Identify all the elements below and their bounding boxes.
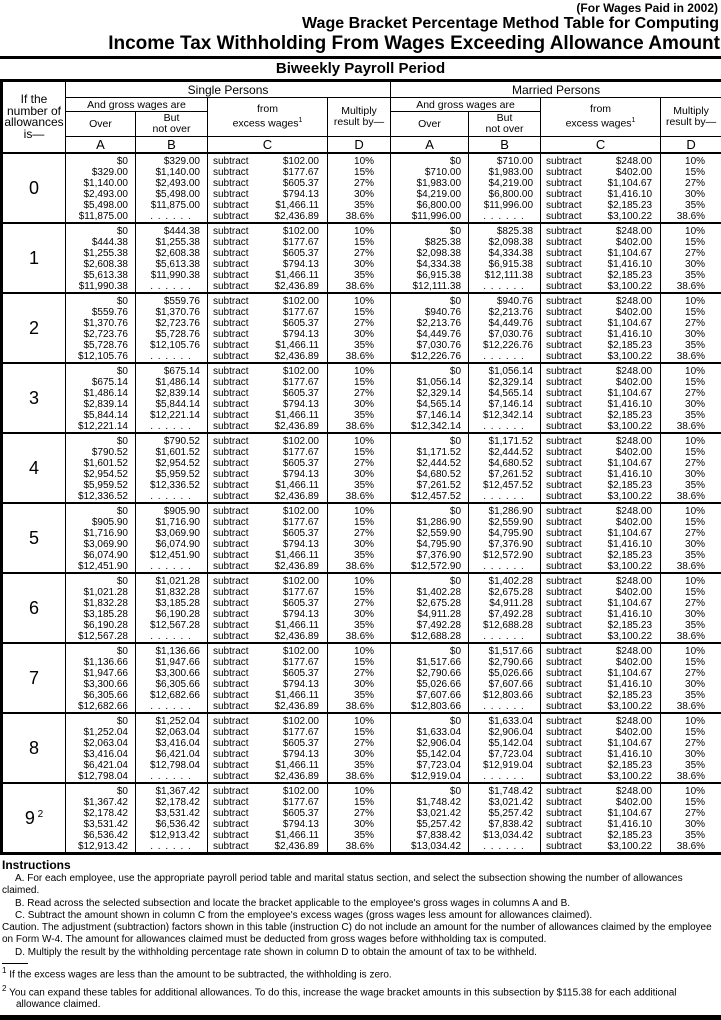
single-multiply-cell: 10% 15% 27% 30% 35% 38.6% bbox=[328, 643, 391, 713]
allowance-number: 2 bbox=[2, 293, 66, 363]
single-subtract-cell: subtract $102.00 subtract $177.67 subtract $605.37 subtract $794.13 subtract $1,466.11 subtract $2,436.89 bbox=[208, 503, 328, 573]
allowance-number: 3 bbox=[2, 363, 66, 433]
allowance-number: 9 $^2$ bbox=[2, 783, 66, 854]
footnote-1-text: If the excess wages are less than the amount to be subtracted, the withholding is zero. bbox=[9, 969, 391, 980]
single-multiply-cell: 10% 15% 27% 30% 35% 38.6% bbox=[328, 293, 391, 363]
single-subtract-cell: subtract $102.00 subtract $177.67 subtract $605.37 subtract $794.13 subtract $1,466.11 subtract $2,436.89 bbox=[208, 713, 328, 783]
single-not-over-cell: $329.00 $1,140.00 $2,493.00 $5,498.00 $11,875.00 . . . . . . bbox=[136, 153, 208, 223]
single-multiply-cell: 10% 15% 27% 30% 35% 38.6% bbox=[328, 223, 391, 293]
married-multiply-cell: 10% 15% 27% 30% 35% 38.6% bbox=[661, 363, 721, 433]
single-multiply-cell: 10% 15% 27% 30% 35% 38.6% bbox=[328, 573, 391, 643]
allowance-row-2 bbox=[2, 293, 721, 363]
instruction-caution: Caution. The adjustment (subtraction) factors shown in this table (instruction C) do not include an amount for the number of allowances claimed by the employee on Form W-4. The amount for allowances claimed must be deducted from gross wages before withholding tax is computed. bbox=[2, 922, 719, 947]
instruction-step-b: B. Read across the selected subsection and locate the bracket applicable to the employee's gross wages in columns A and B. bbox=[2, 898, 719, 910]
footnote-1-marker: 1 bbox=[632, 117, 636, 124]
married-subtract-cell: subtract $248.00 subtract $402.00 subtract $1,104.67 subtract $1,416.10 subtract $2,185.23 subtract $3,100.22 bbox=[541, 153, 661, 223]
married-not-over-cell: $1,286.90 $2,559.90 $4,795.90 $7,376.90 $12,572.90 . . . . . . bbox=[469, 503, 541, 573]
footnote-1-marker: 1 bbox=[2, 966, 6, 975]
instruction-step-a: A. For each employee, use the appropriate payroll period table and marital status section, and select the subsection showing the number of allowances claimed. bbox=[2, 873, 719, 898]
single-not-over-cell: $1,252.04 $2,063.04 $3,416.04 $6,421.04 $12,798.04 . . . . . . bbox=[136, 713, 208, 783]
married-excess-wages-header: from excess wages$^1$ bbox=[541, 98, 661, 137]
married-over-cell: $0 $940.76 $2,213.76 $4,449.76 $7,030.76 $12,226.76 bbox=[391, 293, 469, 363]
single-subtract-cell: subtract $102.00 subtract $177.67 subtract $605.37 subtract $794.13 subtract $1,466.11 subtract $2,436.89 bbox=[208, 293, 328, 363]
table-body bbox=[2, 153, 721, 854]
married-not-over-cell: $825.38 $2,098.38 $4,334.38 $6,915.38 $12,111.38 . . . . . . bbox=[469, 223, 541, 293]
married-subtract-cell: subtract $248.00 subtract $402.00 subtract $1,104.67 subtract $1,416.10 subtract $2,185.23 subtract $3,100.22 bbox=[541, 293, 661, 363]
single-gross-wages-header: And gross wages are bbox=[66, 98, 208, 112]
allowance-number: 0 bbox=[2, 153, 66, 223]
wage-bracket-table bbox=[0, 79, 721, 855]
allowance-row-7 bbox=[2, 643, 721, 713]
allowance-row-8 bbox=[2, 713, 721, 783]
allowance-row-3 bbox=[2, 363, 721, 433]
instruction-step-d: D. Multiply the result by the withholding percentage rate shown in column D to obtain the amount of tax to be withheld. bbox=[2, 947, 719, 959]
footnote-2-marker: 2 bbox=[35, 809, 43, 820]
married-over-cell: $0 $1,056.14 $2,329.14 $4,565.14 $7,146.14 $12,342.14 bbox=[391, 363, 469, 433]
single-not-over-cell: $905.90 $1,716.90 $3,069.90 $6,074.90 $12,451.90 . . . . . . bbox=[136, 503, 208, 573]
single-subtract-cell: subtract $102.00 subtract $177.67 subtract $605.37 subtract $794.13 subtract $1,466.11 subtract $2,436.89 bbox=[208, 573, 328, 643]
allowances-column-header: If the number of allowances is— bbox=[2, 81, 66, 154]
married-over-cell: $0 $1,171.52 $2,444.52 $4,680.52 $7,261.52 $12,457.52 bbox=[391, 433, 469, 503]
single-over-cell: $0 $1,367.42 $2,178.42 $3,531.42 $6,536.42 $12,913.42 bbox=[66, 783, 136, 854]
married-column-letter-a: A bbox=[391, 137, 469, 154]
single-column-letter-a: A bbox=[66, 137, 136, 154]
married-subtract-cell: subtract $248.00 subtract $402.00 subtract $1,104.67 subtract $1,416.10 subtract $2,185.23 subtract $3,100.22 bbox=[541, 573, 661, 643]
footnote-1 bbox=[2, 965, 721, 982]
footnote-divider bbox=[2, 963, 28, 964]
married-not-over-cell: $1,402.28 $2,675.28 $4,911.28 $7,492.28 $12,688.28 . . . . . . bbox=[469, 573, 541, 643]
wages-paid-note: (For Wages Paid in 2002) bbox=[0, 0, 721, 15]
single-over-cell: $0 $1,136.66 $1,947.66 $3,300.66 $6,305.66 $12,682.66 bbox=[66, 643, 136, 713]
single-over-cell: $0 $905.90 $1,716.90 $3,069.90 $6,074.90 $12,451.90 bbox=[66, 503, 136, 573]
married-subtract-cell: subtract $248.00 subtract $402.00 subtract $1,104.67 subtract $1,416.10 subtract $2,185.23 subtract $3,100.22 bbox=[541, 363, 661, 433]
married-over-cell: $0 $1,748.42 $3,021.42 $5,257.42 $7,838.42 $13,034.42 bbox=[391, 783, 469, 854]
married-not-over-cell: $1,517.66 $2,790.66 $5,026.66 $7,607.66 $12,803.66 . . . . . . bbox=[469, 643, 541, 713]
single-column-letter-b: B bbox=[136, 137, 208, 154]
allowance-row-4 bbox=[2, 433, 721, 503]
single-column-letter-d: D bbox=[328, 137, 391, 154]
married-multiply-cell: 10% 15% 27% 30% 35% 38.6% bbox=[661, 573, 721, 643]
single-multiply-cell: 10% 15% 27% 30% 35% 38.6% bbox=[328, 153, 391, 223]
single-multiply-cell: 10% 15% 27% 30% 35% 38.6% bbox=[328, 503, 391, 573]
single-multiply-cell: 10% 15% 27% 30% 35% 38.6% bbox=[328, 713, 391, 783]
married-multiply-cell: 10% 15% 27% 30% 35% 38.6% bbox=[661, 153, 721, 223]
allowance-number: 1 bbox=[2, 223, 66, 293]
married-over-cell: $0 $1,517.66 $2,790.66 $5,026.66 $7,607.66 $12,803.66 bbox=[391, 643, 469, 713]
single-not-over-cell: $1,136.66 $1,947.66 $3,300.66 $6,305.66 $12,682.66 . . . . . . bbox=[136, 643, 208, 713]
document-title-line1: Wage Bracket Percentage Method Table for Computing bbox=[0, 15, 721, 33]
married-multiply-cell: 10% 15% 27% 30% 35% 38.6% bbox=[661, 783, 721, 854]
document-header bbox=[0, 0, 721, 77]
married-subtract-cell: subtract $248.00 subtract $402.00 subtract $1,104.67 subtract $1,416.10 subtract $2,185.23 subtract $3,100.22 bbox=[541, 643, 661, 713]
page-bottom-rule bbox=[0, 1015, 721, 1020]
single-not-over-cell: $790.52 $1,601.52 $2,954.52 $5,959.52 $12,336.52 . . . . . . bbox=[136, 433, 208, 503]
single-over-cell: $0 $790.52 $1,601.52 $2,954.52 $5,959.52 $12,336.52 bbox=[66, 433, 136, 503]
married-subtract-cell: subtract $248.00 subtract $402.00 subtract $1,104.67 subtract $1,416.10 subtract $2,185.23 subtract $3,100.22 bbox=[541, 783, 661, 854]
single-subtract-cell: subtract $102.00 subtract $177.67 subtract $605.37 subtract $794.13 subtract $1,466.11 subtract $2,436.89 bbox=[208, 153, 328, 223]
allowance-row-0 bbox=[2, 153, 721, 223]
footnote-2-text: You can expand these tables for additional allowances. To do this, increase the wage bracket amounts in this subsection by $115.38 for each additional allowance claimed. bbox=[9, 987, 676, 1010]
married-multiply-cell: 10% 15% 27% 30% 35% 38.6% bbox=[661, 223, 721, 293]
married-column-letter-b: B bbox=[469, 137, 541, 154]
allowance-row-9 bbox=[2, 783, 721, 854]
single-over-cell: $0 $1,252.04 $2,063.04 $3,416.04 $6,421.04 $12,798.04 bbox=[66, 713, 136, 783]
married-subtract-cell: subtract $248.00 subtract $402.00 subtract $1,104.67 subtract $1,416.10 subtract $2,185.23 subtract $3,100.22 bbox=[541, 223, 661, 293]
single-over-cell: $0 $1,021.28 $1,832.28 $3,185.28 $6,190.28 $12,567.28 bbox=[66, 573, 136, 643]
single-not-over-cell: $1,367.42 $2,178.42 $3,531.42 $6,536.42 $12,913.42 . . . . . . bbox=[136, 783, 208, 854]
married-over-cell: $0 $710.00 $1,983.00 $4,219.00 $6,800.00 $11,996.00 bbox=[391, 153, 469, 223]
instruction-step-c: C. Subtract the amount shown in column C from the employee's excess wages (gross wages less amount for allowances claimed). bbox=[2, 910, 719, 922]
married-not-over-cell: $1,056.14 $2,329.14 $4,565.14 $7,146.14 $12,342.14 . . . . . . bbox=[469, 363, 541, 433]
married-multiply-cell: 10% 15% 27% 30% 35% 38.6% bbox=[661, 643, 721, 713]
allowance-row-6 bbox=[2, 573, 721, 643]
married-over-cell: $0 $825.38 $2,098.38 $4,334.38 $6,915.38 $12,111.38 bbox=[391, 223, 469, 293]
married-over-header: Over bbox=[391, 112, 469, 137]
single-subtract-cell: subtract $102.00 subtract $177.67 subtract $605.37 subtract $794.13 subtract $1,466.11 subtract $2,436.89 bbox=[208, 223, 328, 293]
married-column-letter-d: D bbox=[661, 137, 721, 154]
single-multiply-header: Multiply result by— bbox=[328, 98, 391, 137]
married-multiply-header: Multiply result by— bbox=[661, 98, 721, 137]
instructions-title: Instructions bbox=[2, 858, 719, 872]
single-persons-header: Single Persons bbox=[66, 81, 391, 98]
married-multiply-cell: 10% 15% 27% 30% 35% 38.6% bbox=[661, 503, 721, 573]
married-multiply-cell: 10% 15% 27% 30% 35% 38.6% bbox=[661, 433, 721, 503]
allowance-number: 7 bbox=[2, 643, 66, 713]
single-subtract-cell: subtract $102.00 subtract $177.67 subtract $605.37 subtract $794.13 subtract $1,466.11 subtract $2,436.89 bbox=[208, 783, 328, 854]
allowance-number: 8 bbox=[2, 713, 66, 783]
married-over-cell: $0 $1,633.04 $2,906.04 $5,142.04 $7,723.04 $12,919.04 bbox=[391, 713, 469, 783]
married-over-cell: $0 $1,402.28 $2,675.28 $4,911.28 $7,492.28 $12,688.28 bbox=[391, 573, 469, 643]
single-not-over-cell: $675.14 $1,486.14 $2,839.14 $5,844.14 $12,221.14 . . . . . . bbox=[136, 363, 208, 433]
allowance-number: 5 bbox=[2, 503, 66, 573]
single-not-over-cell: $559.76 $1,370.76 $2,723.76 $5,728.76 $12,105.76 . . . . . . bbox=[136, 293, 208, 363]
single-multiply-cell: 10% 15% 27% 30% 35% 38.6% bbox=[328, 783, 391, 854]
footnote-2 bbox=[2, 983, 721, 1012]
document-title-line2: Income Tax Withholding From Wages Exceeding Allowance Amount bbox=[0, 33, 721, 54]
single-over-header: Over bbox=[66, 112, 136, 137]
married-not-over-cell: $940.76 $2,213.76 $4,449.76 $7,030.76 $12,226.76 . . . . . . bbox=[469, 293, 541, 363]
single-not-over-cell: $444.38 $1,255.38 $2,608.38 $5,613.38 $11,990.38 . . . . . . bbox=[136, 223, 208, 293]
allowance-number: 6 bbox=[2, 573, 66, 643]
allowance-number: 4 bbox=[2, 433, 66, 503]
single-over-cell: $0 $444.38 $1,255.38 $2,608.38 $5,613.38 $11,990.38 bbox=[66, 223, 136, 293]
single-subtract-cell: subtract $102.00 subtract $177.67 subtract $605.37 subtract $794.13 subtract $1,466.11 subtract $2,436.89 bbox=[208, 643, 328, 713]
single-subtract-cell: subtract $102.00 subtract $177.67 subtract $605.37 subtract $794.13 subtract $1,466.11 subtract $2,436.89 bbox=[208, 433, 328, 503]
single-not-over-cell: $1,021.28 $1,832.28 $3,185.28 $6,190.28 $12,567.28 . . . . . . bbox=[136, 573, 208, 643]
married-multiply-cell: 10% 15% 27% 30% 35% 38.6% bbox=[661, 293, 721, 363]
allowance-row-1 bbox=[2, 223, 721, 293]
footnote-2-marker: 2 bbox=[2, 984, 6, 993]
single-over-cell: $0 $559.76 $1,370.76 $2,723.76 $5,728.76 $12,105.76 bbox=[66, 293, 136, 363]
married-subtract-cell: subtract $248.00 subtract $402.00 subtract $1,104.67 subtract $1,416.10 subtract $2,185.23 subtract $3,100.22 bbox=[541, 503, 661, 573]
single-subtract-cell: subtract $102.00 subtract $177.67 subtract $605.37 subtract $794.13 subtract $1,466.11 subtract $2,436.89 bbox=[208, 363, 328, 433]
single-not-over-header: But not over bbox=[136, 112, 208, 137]
footnote-1-marker: 1 bbox=[299, 117, 303, 124]
married-not-over-cell: $1,748.42 $3,021.42 $5,257.42 $7,838.42 $13,034.42 . . . . . . bbox=[469, 783, 541, 854]
married-persons-header: Married Persons bbox=[391, 81, 721, 98]
single-multiply-cell: 10% 15% 27% 30% 35% 38.6% bbox=[328, 363, 391, 433]
married-gross-wages-header: And gross wages are bbox=[391, 98, 541, 112]
married-not-over-cell: $1,171.52 $2,444.52 $4,680.52 $7,261.52 $12,457.52 . . . . . . bbox=[469, 433, 541, 503]
married-subtract-cell: subtract $248.00 subtract $402.00 subtract $1,104.67 subtract $1,416.10 subtract $2,185.23 subtract $3,100.22 bbox=[541, 433, 661, 503]
single-over-cell: $0 $329.00 $1,140.00 $2,493.00 $5,498.00 $11,875.00 bbox=[66, 153, 136, 223]
single-multiply-cell: 10% 15% 27% 30% 35% 38.6% bbox=[328, 433, 391, 503]
payroll-period-title: Biweekly Payroll Period bbox=[0, 60, 721, 77]
instructions-section bbox=[0, 855, 721, 959]
header-divider bbox=[0, 56, 721, 59]
married-not-over-header: But not over bbox=[469, 112, 541, 137]
single-excess-wages-header: from excess wages$^1$ bbox=[208, 98, 328, 137]
married-subtract-cell: subtract $248.00 subtract $402.00 subtract $1,104.67 subtract $1,416.10 subtract $2,185.23 subtract $3,100.22 bbox=[541, 713, 661, 783]
married-over-cell: $0 $1,286.90 $2,559.90 $4,795.90 $7,376.90 $12,572.90 bbox=[391, 503, 469, 573]
married-not-over-cell: $710.00 $1,983.00 $4,219.00 $6,800.00 $11,996.00 . . . . . . bbox=[469, 153, 541, 223]
allowance-row-5 bbox=[2, 503, 721, 573]
married-multiply-cell: 10% 15% 27% 30% 35% 38.6% bbox=[661, 713, 721, 783]
married-column-letter-c: C bbox=[541, 137, 661, 154]
single-column-letter-c: C bbox=[208, 137, 328, 154]
married-not-over-cell: $1,633.04 $2,906.04 $5,142.04 $7,723.04 $12,919.04 . . . . . . bbox=[469, 713, 541, 783]
single-over-cell: $0 $675.14 $1,486.14 $2,839.14 $5,844.14 $12,221.14 bbox=[66, 363, 136, 433]
